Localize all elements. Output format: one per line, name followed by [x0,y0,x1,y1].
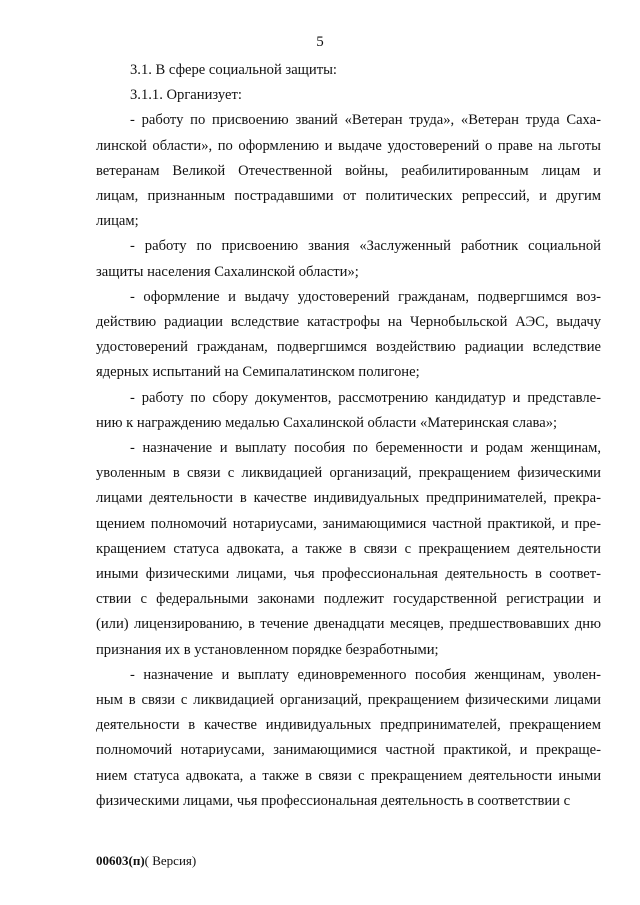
text-line: защиты населения Сахалинской области»; [96,263,359,280]
text-line: ветеранам Великой Отечественной войны, реабилитированным лицам и [96,162,601,179]
subsection-heading: 3.1.1. Организует: [130,87,242,104]
section-heading: 3.1. В сфере социальной защиты: [130,62,337,78]
text-line: - оформление и выдачу удостоверений гражданам, подвергшимся воз- [130,288,601,305]
text-line: уволенным в связи с ликвидацией организаций, прекращением физическими [96,465,601,482]
text-line: - работу по присвоению званий «Ветеран труда», «Ветеран труда Саха- [130,112,601,129]
text-line: (или) лицензированию, в течение двенадцати месяцев, предшествовавших дню [96,616,601,633]
text-line: физическими лицами, чья профессиональная деятельность в соответствии с [96,792,571,809]
text-line: - назначение и выплату пособия по беременности и родам женщинам, [130,440,601,457]
text-line: нию к награждению медалью Сахалинской области «Материнская слава»; [96,414,558,431]
footer [96,853,196,869]
paragraph [96,663,601,814]
text-line: нием статуса адвоката, а также в связи с прекращением деятельности иными [96,767,601,784]
text-line: кращением статуса адвоката, а также в связи с прекращением деятельности [96,540,601,557]
text-line: щением полномочий нотариусами, занимающимися частной практикой, и пре- [96,515,601,532]
text-line: ствии с федеральными законами подлежит государственной регистрации и [96,591,601,608]
text-line: иными физическими лицами, чья профессиональная деятельность в соответ- [96,566,601,583]
text-line: линской области», по оформлению и выдаче удостоверений о праве на льготы [96,137,601,154]
text-line: лицам; [96,213,139,230]
text-line: ным в связи с ликвидацией организаций, прекращением физическими лицами [96,692,601,709]
paragraph [96,386,601,436]
text-line: - работу по сбору документов, рассмотрению кандидатур и представле- [130,389,601,406]
paragraph [96,285,601,386]
document-code: 00603(п) [96,853,145,868]
paragraph [96,234,601,284]
paragraph [96,436,601,663]
text-line: полномочий нотариусами, занимающимися частной практикой, и прекраще- [96,742,601,759]
paragraph-list [96,108,601,814]
document-body [96,58,601,814]
text-line: - назначение и выплату единовременного пособия женщинам, уволен- [130,666,601,683]
paragraph [96,108,601,234]
text-line: признания их в установленном порядке безработными; [96,641,439,658]
text-line: лицами деятельности в качестве индивидуальных предпринимателей, прекра- [96,490,601,507]
text-line: удостоверений гражданам, подвергшимся воздействию радиации вследствие [96,339,601,356]
text-line: лицам, признанным пострадавшими от политических репрессий, и другим [96,188,601,205]
text-line: - работу по присвоению звания «Заслуженный работник социальной [130,238,601,255]
text-line: действию радиации вследствие катастрофы на Чернобыльской АЭС, выдачу [96,314,601,331]
text-line: ядерных испытаний на Семипалатинском полигоне; [96,364,420,381]
page-number: 5 [316,34,324,50]
text-line: деятельности в качестве индивидуальных предпринимателей, прекращением [96,717,601,734]
document-version: ( Версия) [144,853,197,868]
